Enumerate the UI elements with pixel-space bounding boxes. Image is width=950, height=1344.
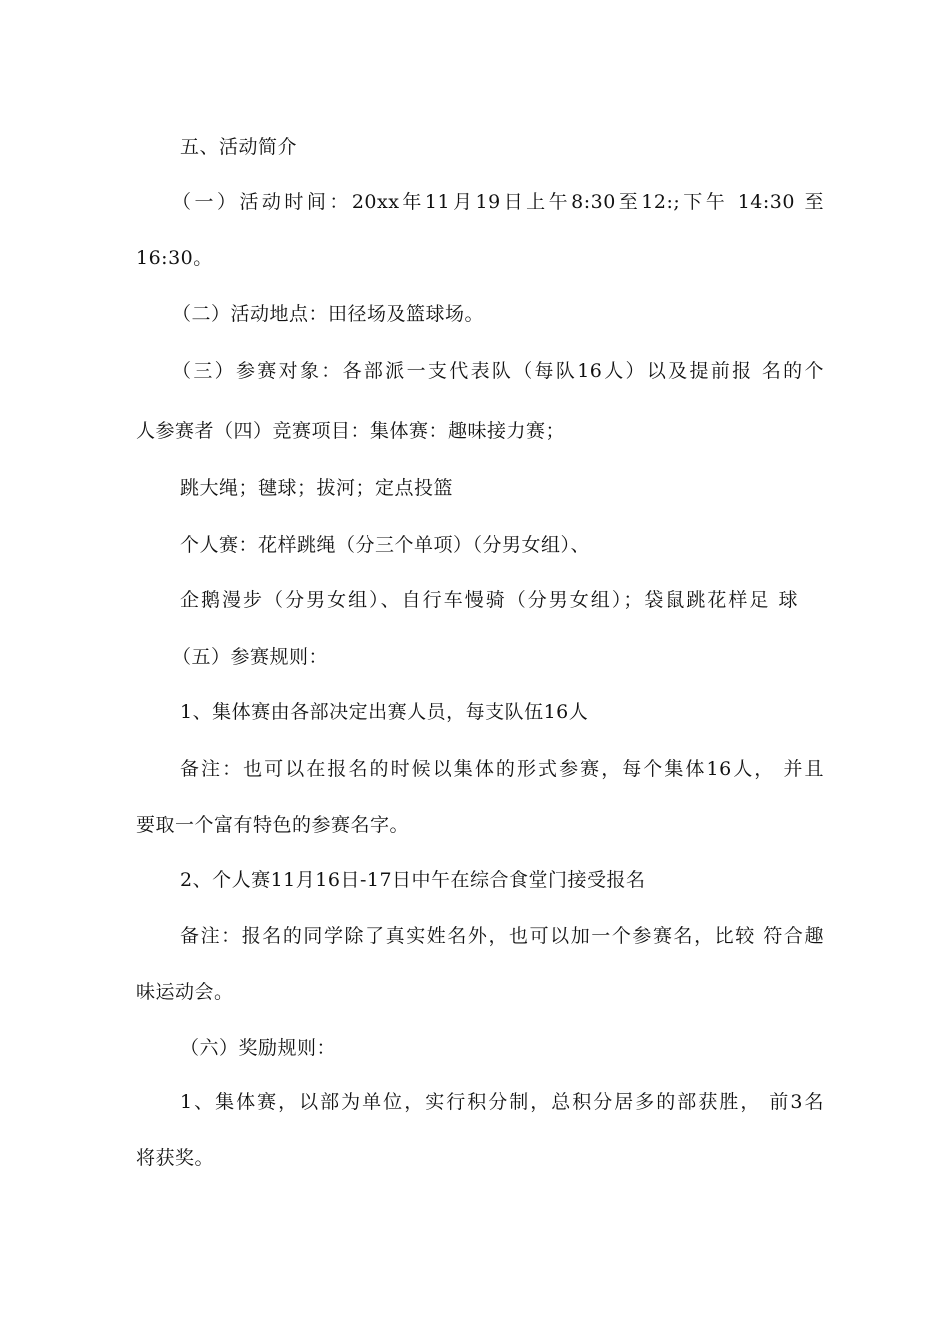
paragraph-line: （二）活动地点：田径场及篮球场。 bbox=[172, 303, 485, 325]
paragraph-line: 味运动会。 bbox=[136, 981, 234, 1003]
section-heading: 五、活动简介 bbox=[180, 136, 298, 158]
paragraph-line: 企鹅漫步（分男女组）、自行车慢骑（分男女组）；袋鼠跳花样足 球 bbox=[180, 589, 798, 611]
paragraph-line: 2、个人赛11月16日-17日中午在综合食堂门接受报名 bbox=[180, 869, 646, 891]
section-heading: （六）奖励规则： bbox=[180, 1037, 337, 1059]
paragraph-line: （三）参赛对象：各部派一支代表队（每队16人）以及提前报 名的个 bbox=[172, 360, 824, 382]
paragraph-line: 1、集体赛，以部为单位，实行积分制，总积分居多的部获胜， 前3名 bbox=[180, 1091, 824, 1113]
paragraph-line: 备注：也可以在报名的时候以集体的形式参赛，每个集体16人， 并且 bbox=[180, 758, 824, 780]
section-heading: （五）参赛规则： bbox=[172, 646, 329, 668]
paragraph-line: （一）活动时间：20xx年11月19日上午8:30至12:;下午 14:30 至 bbox=[172, 191, 824, 213]
paragraph-line: 个人赛：花样跳绳（分三个单项）（分男女组）、 bbox=[180, 534, 591, 556]
paragraph-line: 要取一个富有特色的参赛名字。 bbox=[136, 814, 410, 836]
paragraph-line: 跳大绳；毽球；拔河；定点投篮 bbox=[180, 477, 454, 499]
paragraph-line: 人参赛者（四）竞赛项目：集体赛：趣味接力赛； bbox=[136, 420, 566, 442]
paragraph-line: 将获奖。 bbox=[136, 1147, 215, 1169]
paragraph-line: 1、集体赛由各部决定出赛人员，每支队伍16人 bbox=[180, 701, 589, 723]
paragraph-line: 备注：报名的同学除了真实姓名外，也可以加一个参赛名，比较 符合趣 bbox=[180, 925, 824, 947]
paragraph-line: 16:30。 bbox=[136, 247, 213, 269]
